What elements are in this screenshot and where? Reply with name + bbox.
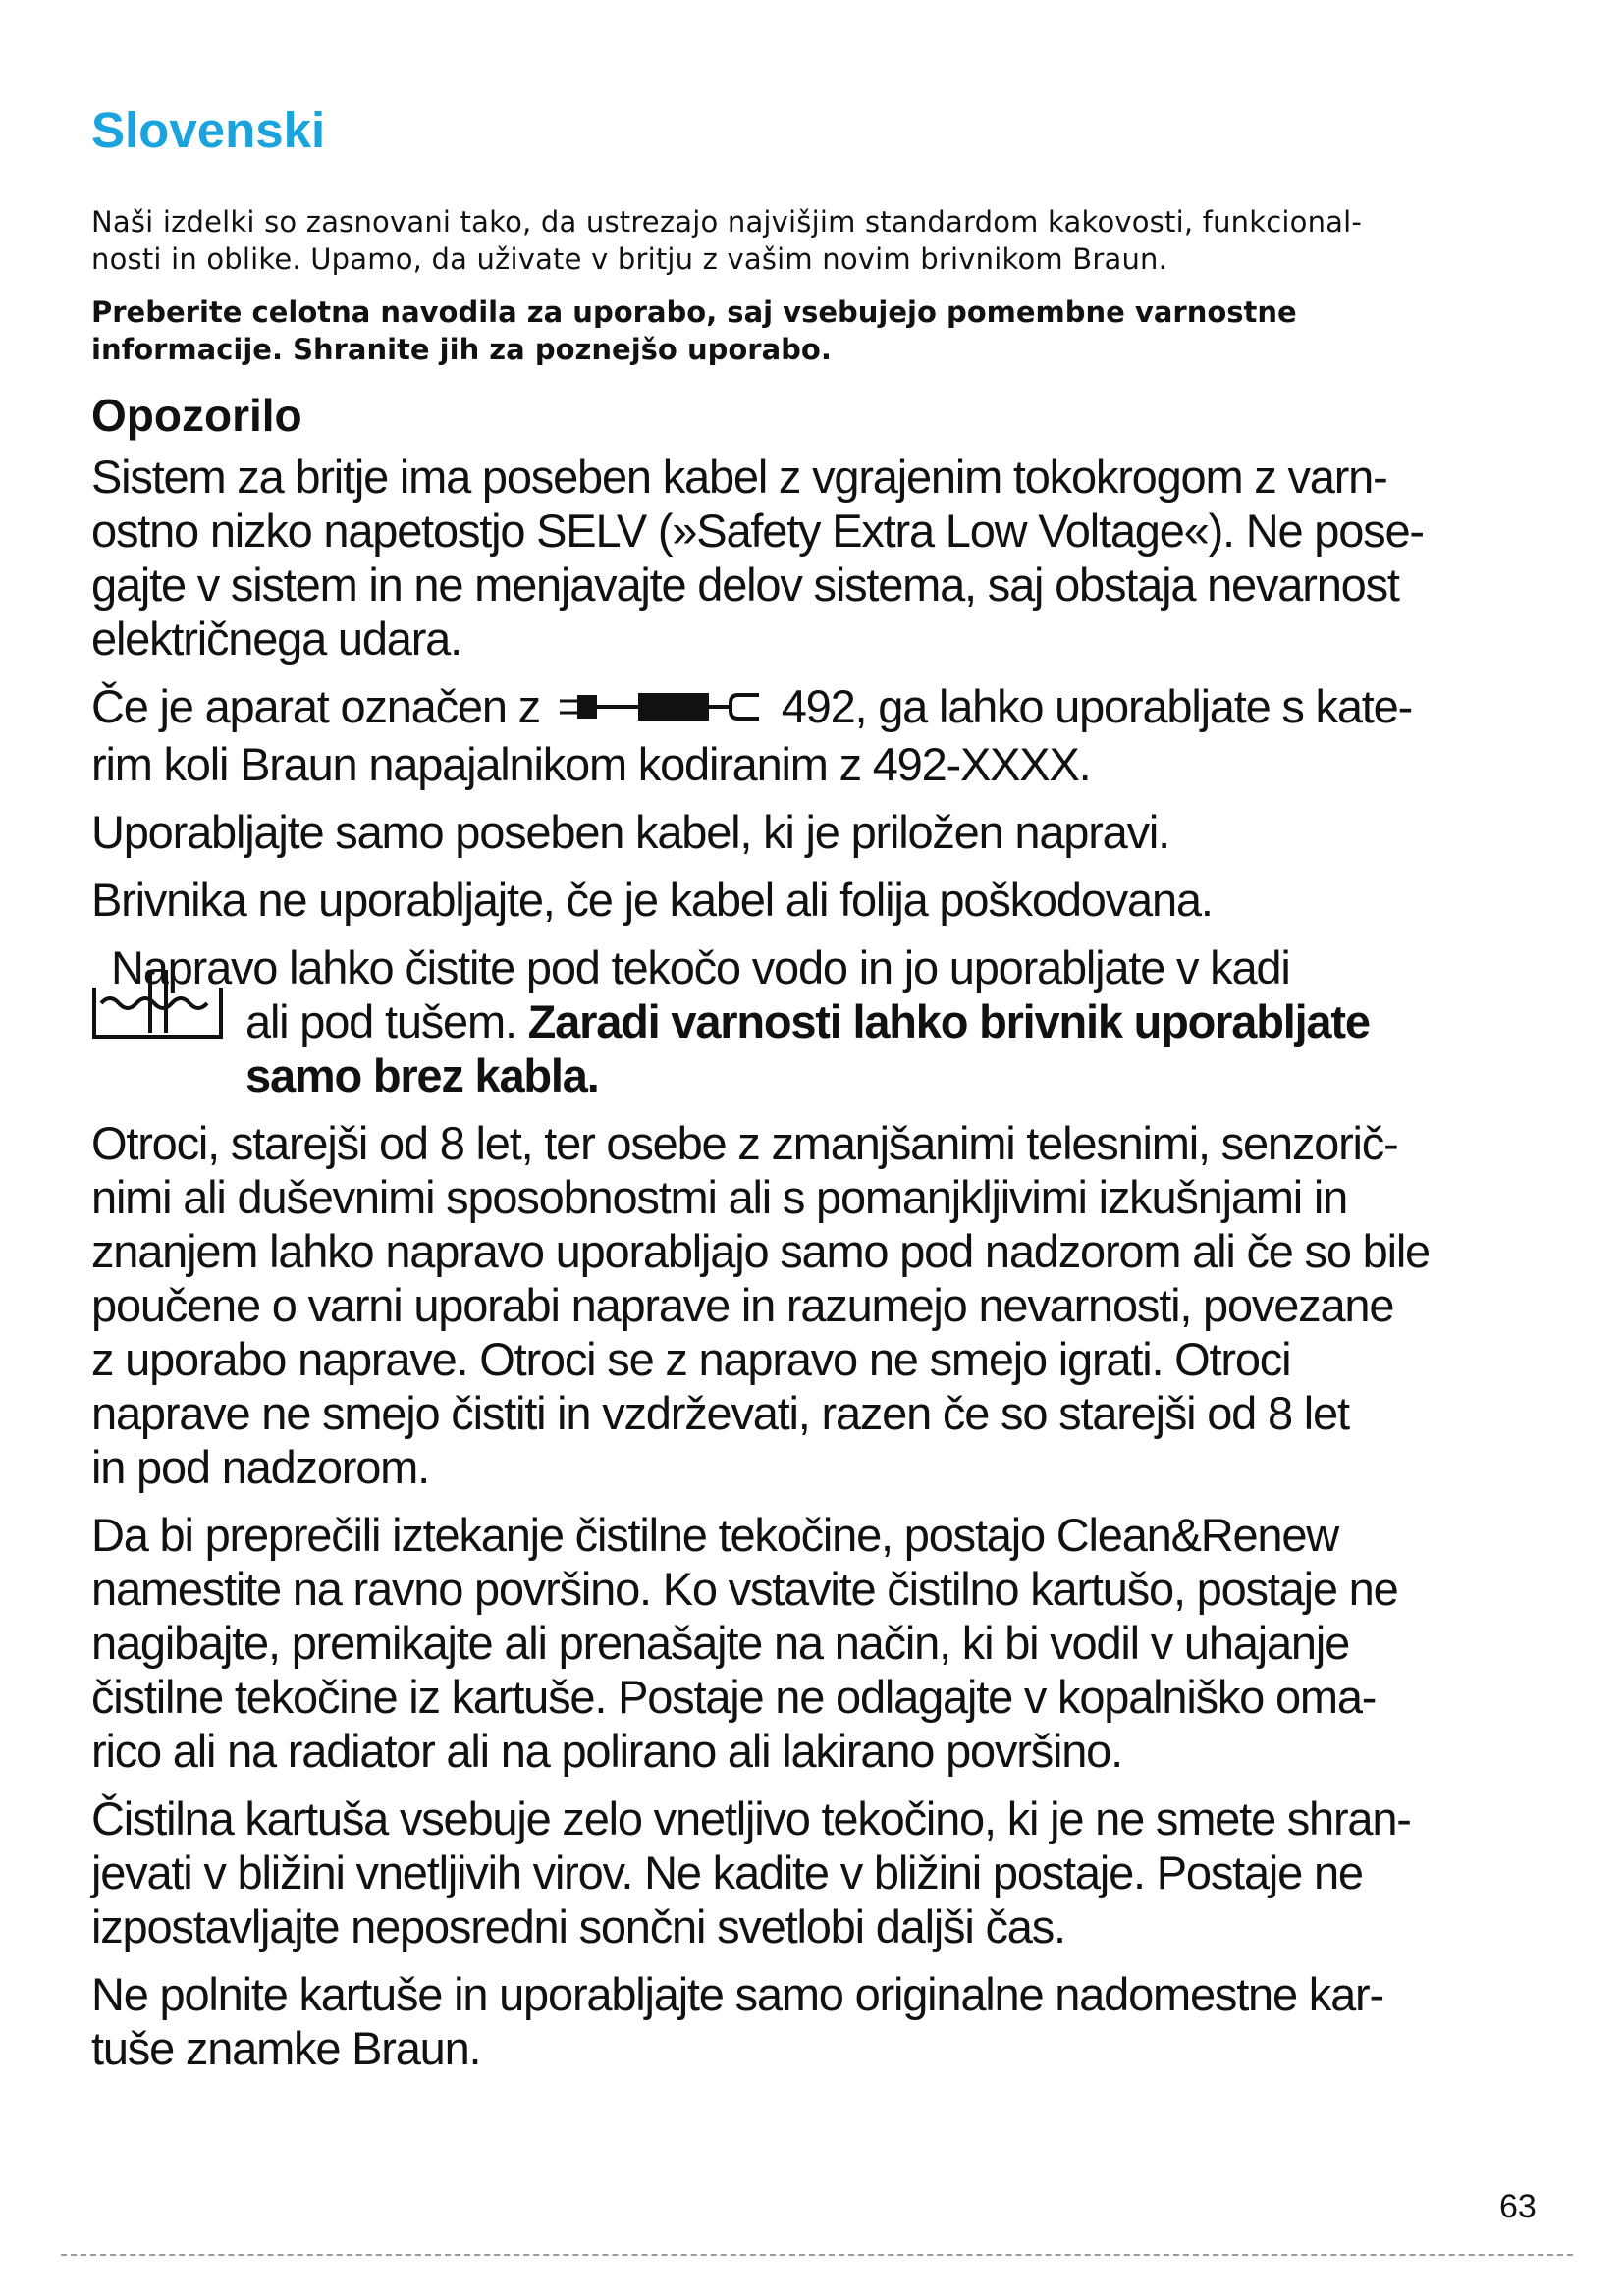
warning-paragraph-cable: Uporabljajte samo poseben kabel, ki je priložen napravi. [91, 806, 1170, 859]
shower-line-2 [91, 994, 1564, 1048]
cartridge-line-2: jevati v bližini vnetljivih virov. Ne kadite v bližini postaje. Postaje ne [91, 1846, 1363, 1899]
warning-paragraph-refill [91, 1967, 1564, 2075]
station-line-1: Da bi preprečili iztekanje čistilne tekočine, postajo Clean&Renew [91, 1509, 1339, 1562]
warning-paragraph-children [91, 1116, 1564, 1494]
intro-line-1: Naši izdelki so zasnovani tako, da ustrezajo najvišjim standardom kakovosti, funkcional- [91, 205, 1363, 240]
children-line-3: znanjem lahko napravo uporabljajo samo pod nadzorom ali če so bile [91, 1225, 1430, 1278]
station-line-3: nagibajte, premikajte ali prenašajte na način, ki bi vodil v uhajanje [91, 1617, 1350, 1670]
492-before-icon: Če je aparat označen z [91, 679, 540, 732]
intro-bold-paragraph [91, 294, 1564, 368]
page-number: 63 [1499, 2188, 1537, 2225]
children-line-5: z uporabo naprave. Otroci se z napravo ne smejo igrati. Otroci [91, 1333, 1291, 1386]
intro-bold-line-2: informacije. Shranite jih za poznejšo uporabo. [91, 333, 832, 367]
language-title: Slovenski [91, 102, 326, 158]
power-supply-plug-icon [558, 683, 764, 737]
warning-paragraph-station [91, 1508, 1564, 1778]
intro-paragraph [91, 203, 1564, 278]
shower-washable-icon [91, 970, 224, 1045]
492-line-2: rim koli Braun napajalnikom kodiranim z 492-XXXX. [91, 738, 1091, 791]
warning-paragraph-selv [91, 450, 1564, 666]
bottom-divider [61, 2254, 1573, 2256]
shower-line-2-regular: ali pod tušem. [245, 995, 528, 1048]
station-line-4: čistilne tekočine iz kartuše. Postaje ne odlagajte v kopalniško oma- [91, 1671, 1377, 1724]
refill-line-1: Ne polnite kartuše in uporabljajte samo originalne nadomestne kar- [91, 1968, 1383, 2021]
warning-paragraph-damage: Brivnika ne uporabljajte, če je kabel ali folija poškodovana. [91, 874, 1213, 927]
children-line-2: nimi ali duševnimi sposobnostmi ali s pomanjkljivimi izkušnjami in [91, 1171, 1348, 1224]
shower-line-1: Napravo lahko čistite pod tekočo vodo in jo uporabljate v kadi [111, 941, 1290, 994]
manual-page [91, 103, 1564, 2089]
intro-line-2: nosti in oblike. Upamo, da uživate v britju z vašim novim brivnikom Braun. [91, 242, 1168, 277]
shower-paragraph [91, 940, 1564, 1102]
492-after-icon: 492, ga lahko uporabljate s kate- [781, 679, 1413, 732]
shower-line-2-bold: Zaradi varnosti lahko brivnik uporabljate [527, 995, 1370, 1048]
selv-line-1: Sistem za britje ima poseben kabel z vgrajenim tokokrogom z varn- [91, 450, 1387, 503]
intro-bold-line-1: Preberite celotna navodila za uporabo, saj vsebujejo pomembne varnostne [91, 295, 1297, 330]
cartridge-line-1: Čistilna kartuša vsebuje zelo vnetljivo tekočino, ki je ne smete shran- [91, 1792, 1411, 1845]
station-line-5: rico ali na radiator ali na polirano ali lakirano površino. [91, 1725, 1122, 1778]
refill-line-2: tuše znamke Braun. [91, 2022, 481, 2075]
warning-paragraph-cartridge [91, 1791, 1564, 1953]
children-line-7: in pod nadzorom. [91, 1441, 429, 1494]
selv-line-3: gajte v sistem in ne menjavajte delov sistema, saj obstaja nevarnost [91, 558, 1399, 611]
cartridge-line-3: izpostavljajte neposredni sončni svetlobi daljši čas. [91, 1900, 1065, 1953]
selv-line-2: ostno nizko napetostjo SELV (»Safety Extra Low Voltage«). Ne pose- [91, 504, 1424, 557]
shower-warning-block [91, 940, 1564, 1102]
warning-heading: Opozorilo [91, 390, 302, 442]
shower-line-3: samo brez kabla. [245, 1049, 599, 1102]
children-line-6: naprave ne smejo čistiti in vzdrževati, razen če so starejši od 8 let [91, 1387, 1349, 1440]
warning-paragraph-492 [91, 679, 1564, 791]
station-line-2: namestite na ravno površino. Ko vstavite čistilno kartušo, postaje ne [91, 1563, 1398, 1616]
children-line-4: poučene o varni uporabi naprave in razumejo nevarnosti, povezane [91, 1279, 1394, 1332]
children-line-1: Otroci, starejši od 8 let, ter osebe z zmanjšanimi telesnimi, senzorič- [91, 1117, 1398, 1170]
selv-line-4: električnega udara. [91, 612, 461, 665]
